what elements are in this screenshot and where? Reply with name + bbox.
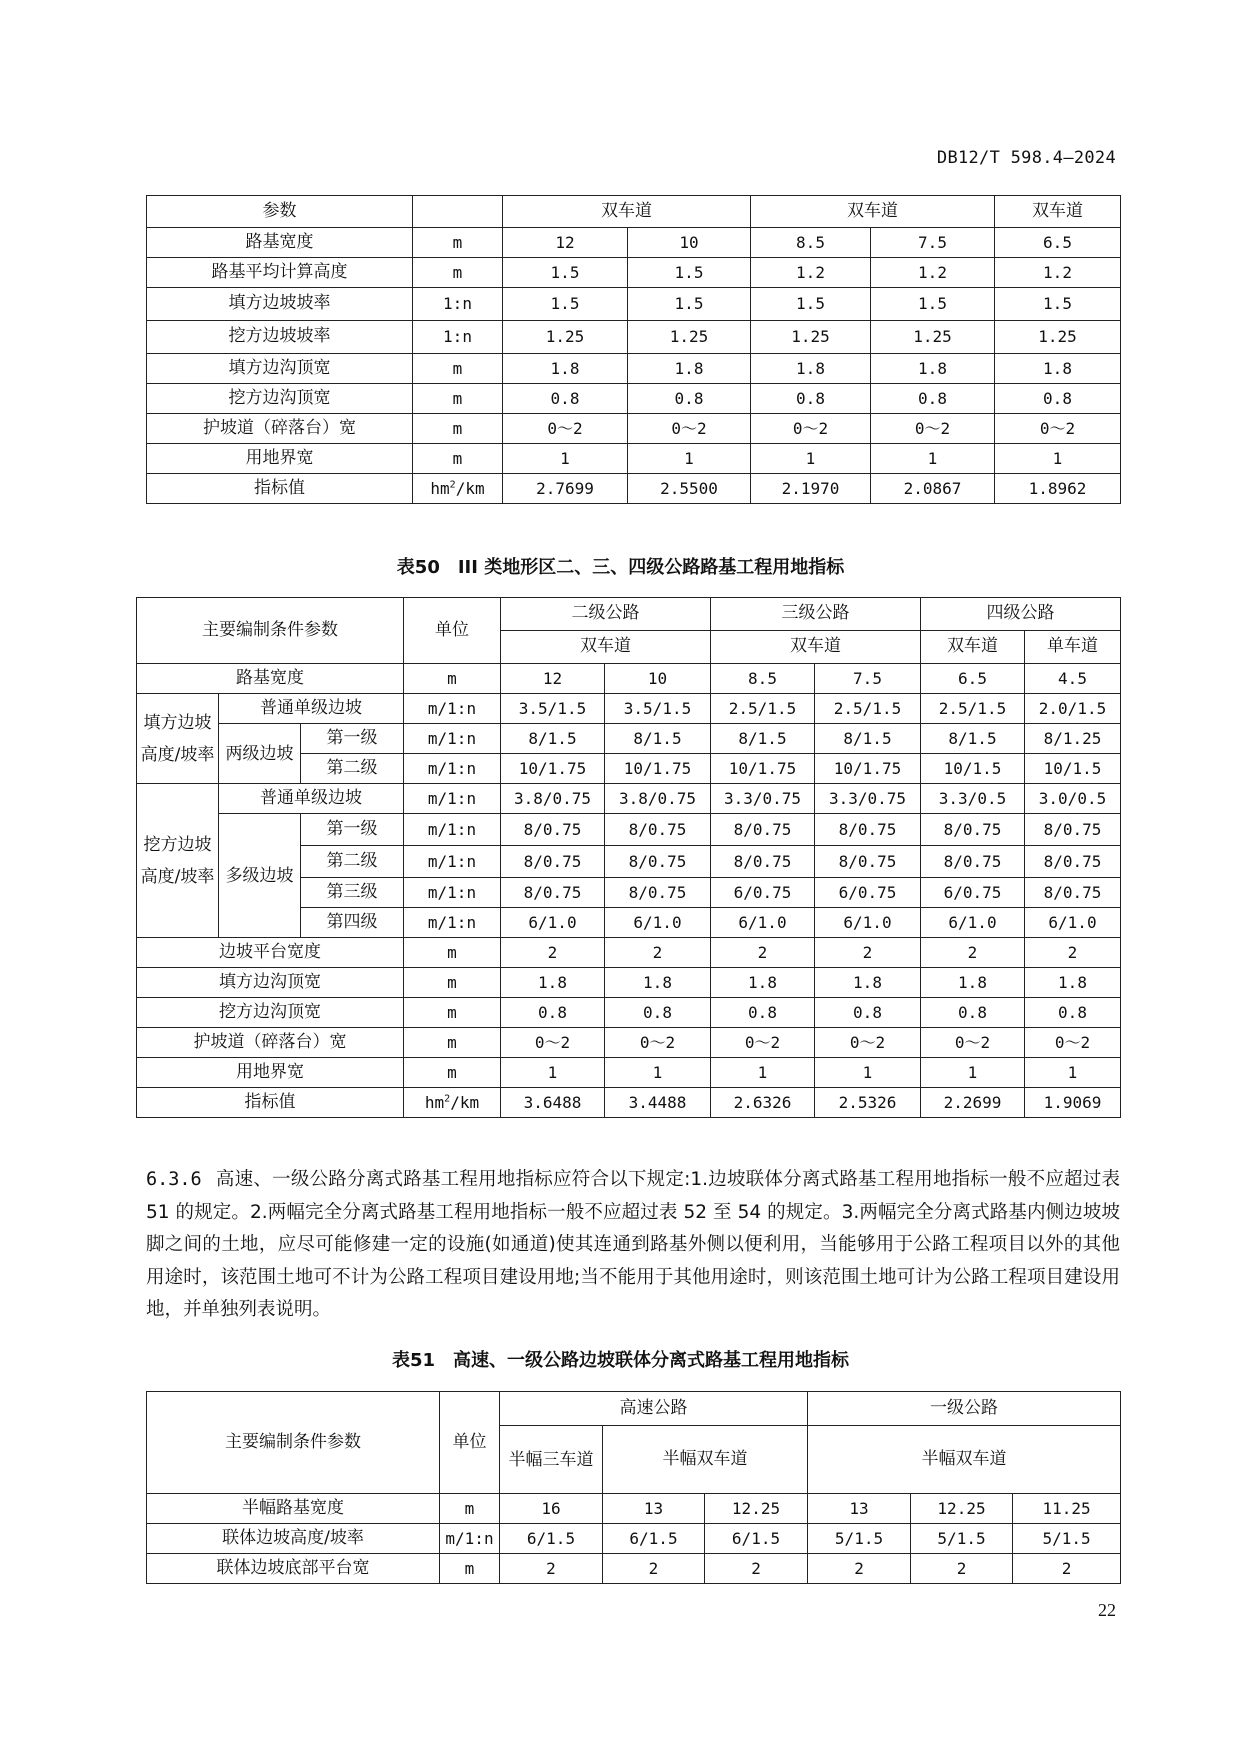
value-cell: 1.8 [628, 354, 751, 384]
value-cell: 12.25 [705, 1494, 808, 1524]
unit-cell: m [413, 258, 503, 288]
value-cell: 1 [871, 444, 995, 474]
value-cell: 6/1.0 [501, 908, 605, 938]
value-cell: 1 [995, 444, 1121, 474]
grade3-header: 三级公路 [711, 598, 921, 631]
value-cell: 1.5 [628, 288, 751, 321]
row-label: 护坡道（碎落台）宽 [147, 414, 413, 444]
unit-cell: m [413, 414, 503, 444]
unit-cell: m/1:n [404, 724, 501, 754]
fill-slope-group-label: 填方边坡高度/坡率 [137, 694, 219, 784]
value-cell: 8.5 [711, 664, 815, 694]
table-row [147, 1494, 1121, 1524]
table-row [137, 814, 1121, 846]
table-row [147, 321, 1121, 354]
value-cell: 8/1.5 [605, 724, 711, 754]
row-label: 挖方边沟顶宽 [137, 998, 404, 1028]
value-cell: 6.5 [995, 228, 1121, 258]
value-cell: 6/1.0 [1025, 908, 1121, 938]
value-cell: 12.25 [911, 1494, 1013, 1524]
value-cell: 1.8 [711, 968, 815, 998]
value-cell: 1.25 [628, 321, 751, 354]
unit-cell: m [404, 1058, 501, 1088]
header-cell: 双车道 [995, 196, 1121, 228]
value-cell: 1.8 [605, 968, 711, 998]
unit-cell: m [404, 998, 501, 1028]
value-cell: 0～2 [605, 1028, 711, 1058]
value-cell: 2 [815, 938, 921, 968]
value-cell: 1.5 [503, 258, 628, 288]
level-label: 第四级 [301, 908, 404, 938]
param-header: 主要编制条件参数 [137, 598, 404, 664]
value-cell: 5/1.5 [808, 1524, 911, 1554]
row-label: 联体边坡底部平台宽 [147, 1554, 440, 1584]
value-cell: 0～2 [503, 414, 628, 444]
value-cell: 0.8 [995, 384, 1121, 414]
half-double-lane-header: 半幅双车道 [603, 1426, 808, 1494]
table-row [137, 938, 1121, 968]
value-cell: 2 [605, 938, 711, 968]
value-cell: 1.25 [871, 321, 995, 354]
value-cell: 1 [503, 444, 628, 474]
table-row [147, 228, 1121, 258]
value-cell: 2 [1025, 938, 1121, 968]
lane-header: 双车道 [921, 631, 1025, 664]
value-cell: 0～2 [751, 414, 871, 444]
unit-cell: m/1:n [404, 814, 501, 846]
level-label: 第三级 [301, 878, 404, 908]
unit-cell: m [440, 1554, 500, 1584]
grade4-header: 四级公路 [921, 598, 1121, 631]
value-cell: 1.5 [628, 258, 751, 288]
value-cell: 0～2 [1025, 1028, 1121, 1058]
header-cell [413, 196, 503, 228]
value-cell: 8/0.75 [815, 846, 921, 878]
level-label: 第一级 [301, 814, 404, 846]
value-cell: 0～2 [501, 1028, 605, 1058]
value-cell: 8/1.5 [501, 724, 605, 754]
value-cell: 7.5 [815, 664, 921, 694]
value-cell: 8/0.75 [1025, 878, 1121, 908]
value-cell: 1.5 [751, 288, 871, 321]
table-row [137, 1058, 1121, 1088]
value-cell: 8/0.75 [501, 878, 605, 908]
unit-cell: $hm^2/km$ [413, 474, 503, 504]
table-row [147, 258, 1121, 288]
unit-cell: 1:n [413, 288, 503, 321]
value-cell: 1.8 [871, 354, 995, 384]
value-cell: 0.8 [1025, 998, 1121, 1028]
value-cell: 0～2 [871, 414, 995, 444]
table-row [137, 694, 1121, 724]
value-cell: 8/0.75 [815, 814, 921, 846]
value-cell: 8/0.75 [1025, 846, 1121, 878]
table-row [137, 968, 1121, 998]
value-cell: 1.8 [503, 354, 628, 384]
level-label: 第二级 [301, 754, 404, 784]
row-label: 挖方边沟顶宽 [147, 384, 413, 414]
table51-caption: 表51 高速、一级公路边坡联体分离式路基工程用地指标 [391, 1350, 850, 1371]
row-label: 用地界宽 [147, 444, 413, 474]
value-cell: 5/1.5 [1013, 1524, 1121, 1554]
value-cell: 1.8 [995, 354, 1121, 384]
value-cell: 3.4488 [605, 1088, 711, 1118]
value-cell: 1 [501, 1058, 605, 1088]
value-cell: 10/1.75 [711, 754, 815, 784]
value-cell: 12 [501, 664, 605, 694]
value-cell: 1.5 [871, 288, 995, 321]
row-label: 半幅路基宽度 [147, 1494, 440, 1524]
value-cell: 1.25 [995, 321, 1121, 354]
value-cell: 3.8/0.75 [501, 784, 605, 814]
value-cell: 1 [628, 444, 751, 474]
value-cell: 5/1.5 [911, 1524, 1013, 1554]
row-label: 联体边坡高度/坡率 [147, 1524, 440, 1554]
value-cell: 10 [628, 228, 751, 258]
value-cell: 2 [911, 1554, 1013, 1584]
value-cell: 8/0.75 [605, 846, 711, 878]
unit-cell: m/1:n [404, 754, 501, 784]
unit-cell: m/1:n [440, 1524, 500, 1554]
value-cell: 3.0/0.5 [1025, 784, 1121, 814]
unit-header: 单位 [404, 598, 501, 664]
value-cell: 10 [605, 664, 711, 694]
unit-cell: m/1:n [404, 784, 501, 814]
cut-slope-group-label: 挖方边坡高度/坡率 [137, 784, 219, 938]
table50 [136, 597, 1121, 1118]
value-cell: 2.0867 [871, 474, 995, 504]
value-cell: 2.0/1.5 [1025, 694, 1121, 724]
row-label: 路基宽度 [137, 664, 404, 694]
value-cell: 1.2 [871, 258, 995, 288]
row-label: 挖方边坡坡率 [147, 321, 413, 354]
value-cell: 0～2 [995, 414, 1121, 444]
value-cell: 1.25 [751, 321, 871, 354]
unit-cell: m [404, 1028, 501, 1058]
value-cell: 10/1.75 [815, 754, 921, 784]
value-cell: 3.5/1.5 [605, 694, 711, 724]
superscript-two: 2 [449, 479, 456, 491]
value-cell: 6/0.75 [711, 878, 815, 908]
header-cell: 双车道 [751, 196, 995, 228]
value-cell: 6/1.0 [711, 908, 815, 938]
value-cell: 10/1.5 [921, 754, 1025, 784]
table-row [137, 1088, 1121, 1118]
value-cell: 12 [503, 228, 628, 258]
grade1-header: 一级公路 [808, 1392, 1121, 1426]
lane-header: 双车道 [711, 631, 921, 664]
value-cell: 1.8 [751, 354, 871, 384]
unit-cell: m [413, 444, 503, 474]
value-cell: 0.8 [711, 998, 815, 1028]
table-row [147, 414, 1121, 444]
value-cell: 6/1.5 [603, 1524, 705, 1554]
value-cell: 2.6326 [711, 1088, 815, 1118]
page-number: 22 [1098, 1600, 1116, 1620]
value-cell: 0.8 [501, 998, 605, 1028]
table-row [137, 664, 1121, 694]
value-cell: 0～2 [815, 1028, 921, 1058]
unit-cell: m/1:n [404, 878, 501, 908]
value-cell: 0.8 [871, 384, 995, 414]
value-cell: 2 [705, 1554, 808, 1584]
unit-cell: m [440, 1494, 500, 1524]
table-row [137, 784, 1121, 814]
table-row [147, 288, 1121, 321]
unit-cell: $hm^2/km$ [404, 1088, 501, 1118]
value-cell: 16 [500, 1494, 603, 1524]
value-cell: 6.5 [921, 664, 1025, 694]
table-row [147, 1554, 1121, 1584]
value-cell: 10/1.75 [501, 754, 605, 784]
row-label: 路基平均计算高度 [147, 258, 413, 288]
value-cell: 0～2 [628, 414, 751, 444]
value-cell: 8/0.75 [1025, 814, 1121, 846]
table50-caption: 表50 III 类地形区二、三、四级公路路基工程用地指标 [396, 557, 845, 578]
value-cell: 13 [603, 1494, 705, 1524]
param-header: 主要编制条件参数 [147, 1392, 440, 1494]
value-cell: 1 [1025, 1058, 1121, 1088]
value-cell: 6/1.5 [705, 1524, 808, 1554]
value-cell: 1.8 [501, 968, 605, 998]
value-cell: 3.8/0.75 [605, 784, 711, 814]
value-cell: 6/1.5 [500, 1524, 603, 1554]
value-cell: 8/1.5 [815, 724, 921, 754]
header-cell: 参数 [147, 196, 413, 228]
superscript-two: 2 [444, 1093, 451, 1105]
value-cell: 8.5 [751, 228, 871, 258]
row-label: 普通单级边坡 [219, 694, 404, 724]
table-row [147, 384, 1121, 414]
lane-header: 单车道 [1025, 631, 1121, 664]
value-cell: 1.8 [815, 968, 921, 998]
unit-header: 单位 [440, 1392, 500, 1494]
half-three-lane-header: 半幅三车道 [500, 1426, 603, 1494]
table-row [147, 474, 1121, 504]
unit-cell: m [404, 664, 501, 694]
value-cell: 1 [711, 1058, 815, 1088]
value-cell: 2 [921, 938, 1025, 968]
row-label: 边坡平台宽度 [137, 938, 404, 968]
value-cell: 11.25 [1013, 1494, 1121, 1524]
table-row [147, 444, 1121, 474]
value-cell: 0.8 [921, 998, 1025, 1028]
value-cell: 8/0.75 [921, 814, 1025, 846]
value-cell: 1.25 [503, 321, 628, 354]
row-label: 指标值 [147, 474, 413, 504]
value-cell: 0.8 [751, 384, 871, 414]
value-cell: 2.5/1.5 [711, 694, 815, 724]
value-cell: 8/1.5 [921, 724, 1025, 754]
value-cell: 6/1.0 [605, 908, 711, 938]
value-cell: 6/1.0 [815, 908, 921, 938]
value-cell: 1.8 [921, 968, 1025, 998]
unit-cell: m/1:n [404, 846, 501, 878]
value-cell: 2 [501, 938, 605, 968]
value-cell: 2 [711, 938, 815, 968]
value-cell: 0.8 [503, 384, 628, 414]
value-cell: 0～2 [921, 1028, 1025, 1058]
row-label: 普通单级边坡 [219, 784, 404, 814]
table-top-continuation [146, 195, 1121, 504]
value-cell: 2.5326 [815, 1088, 921, 1118]
unit-cell: m [404, 968, 501, 998]
unit-cell: m/1:n [404, 694, 501, 724]
value-cell: 2 [603, 1554, 705, 1584]
value-cell: 2.1970 [751, 474, 871, 504]
table-row [137, 1028, 1121, 1058]
value-cell: 3.3/0.5 [921, 784, 1025, 814]
value-cell: 3.5/1.5 [501, 694, 605, 724]
value-cell: 8/0.75 [921, 846, 1025, 878]
value-cell: 8/1.5 [711, 724, 815, 754]
value-cell: 0.8 [815, 998, 921, 1028]
table-row [147, 1524, 1121, 1554]
row-label: 用地界宽 [137, 1058, 404, 1088]
table-row [137, 998, 1121, 1028]
value-cell: 2.7699 [503, 474, 628, 504]
unit-cell: m [413, 228, 503, 258]
value-cell: 7.5 [871, 228, 995, 258]
unit-cell: m [404, 938, 501, 968]
value-cell: 10/1.75 [605, 754, 711, 784]
lane-header: 双车道 [501, 631, 711, 664]
unit-cell: m/1:n [404, 908, 501, 938]
row-label: 指标值 [137, 1088, 404, 1118]
value-cell: 2 [1013, 1554, 1121, 1584]
value-cell: 6/1.0 [921, 908, 1025, 938]
half-double-lane-header: 半幅双车道 [808, 1426, 1121, 1494]
value-cell: 1.5 [503, 288, 628, 321]
multi-level-slope-label: 多级边坡 [219, 814, 301, 938]
value-cell: 8/1.25 [1025, 724, 1121, 754]
value-cell: 0～2 [711, 1028, 815, 1058]
value-cell: 3.6488 [501, 1088, 605, 1118]
two-level-slope-label: 两级边坡 [219, 724, 301, 784]
level-label: 第二级 [301, 846, 404, 878]
row-label: 护坡道（碎落台）宽 [137, 1028, 404, 1058]
value-cell: 1 [751, 444, 871, 474]
value-cell: 2.5/1.5 [815, 694, 921, 724]
value-cell: 2.2699 [921, 1088, 1025, 1118]
unit-cell: m [413, 384, 503, 414]
value-cell: 4.5 [1025, 664, 1121, 694]
value-cell: 1 [815, 1058, 921, 1088]
table-row [137, 724, 1121, 754]
value-cell: 1.5 [995, 288, 1121, 321]
value-cell: 1.2 [995, 258, 1121, 288]
value-cell: 2 [808, 1554, 911, 1584]
value-cell: 0.8 [628, 384, 751, 414]
document-id: DB12/T 598.4—2024 [936, 148, 1116, 168]
row-label: 路基宽度 [147, 228, 413, 258]
value-cell: 1.9069 [1025, 1088, 1121, 1118]
value-cell: 1.2 [751, 258, 871, 288]
value-cell: 8/0.75 [501, 846, 605, 878]
value-cell: 1.8 [1025, 968, 1121, 998]
value-cell: 2.5500 [628, 474, 751, 504]
table51 [146, 1391, 1121, 1584]
level-label: 第一级 [301, 724, 404, 754]
expressway-header: 高速公路 [500, 1392, 808, 1426]
value-cell: 2 [500, 1554, 603, 1584]
value-cell: 6/0.75 [815, 878, 921, 908]
unit-cell: m [413, 354, 503, 384]
value-cell: 8/0.75 [711, 814, 815, 846]
value-cell: 3.3/0.75 [815, 784, 921, 814]
header-cell: 双车道 [503, 196, 751, 228]
value-cell: 8/0.75 [605, 878, 711, 908]
value-cell: 10/1.5 [1025, 754, 1121, 784]
row-label: 填方边沟顶宽 [137, 968, 404, 998]
value-cell: 3.3/0.75 [711, 784, 815, 814]
table-row [147, 354, 1121, 384]
value-cell: 8/0.75 [711, 846, 815, 878]
value-cell: 6/0.75 [921, 878, 1025, 908]
value-cell: 8/0.75 [605, 814, 711, 846]
clause-6-3-6 [146, 1164, 1120, 1327]
clause-number: 6.3.6 [146, 1169, 202, 1190]
row-label: 填方边坡坡率 [147, 288, 413, 321]
clause-text: 高速、一级公路分离式路基工程用地指标应符合以下规定:1.边坡联体分离式路基工程用地指标一般不应超过表 51 的规定。2.两幅完全分离式路基工程用地指标一般不应超过表 52 至 54 的规定。3.两幅完全分离式路基内侧边坡坡脚之间的土地，应尽可能修建一定的设施(如通道)使其连通到路基外侧以便利用，当能够用于公路工程项目以外的其他用途时，该范围土地可不计为公路工程项目建设用地;当不能用于其他用途时，则该范围土地可计为公路工程项目建设用地，并单独列表说明。 [146, 1169, 1120, 1320]
unit-cell: 1:n [413, 321, 503, 354]
value-cell: 1 [921, 1058, 1025, 1088]
value-cell: 2.5/1.5 [921, 694, 1025, 724]
value-cell: 1 [605, 1058, 711, 1088]
value-cell: 1.8962 [995, 474, 1121, 504]
row-label: 填方边沟顶宽 [147, 354, 413, 384]
value-cell: 0.8 [605, 998, 711, 1028]
value-cell: 8/0.75 [501, 814, 605, 846]
value-cell: 13 [808, 1494, 911, 1524]
grade2-header: 二级公路 [501, 598, 711, 631]
